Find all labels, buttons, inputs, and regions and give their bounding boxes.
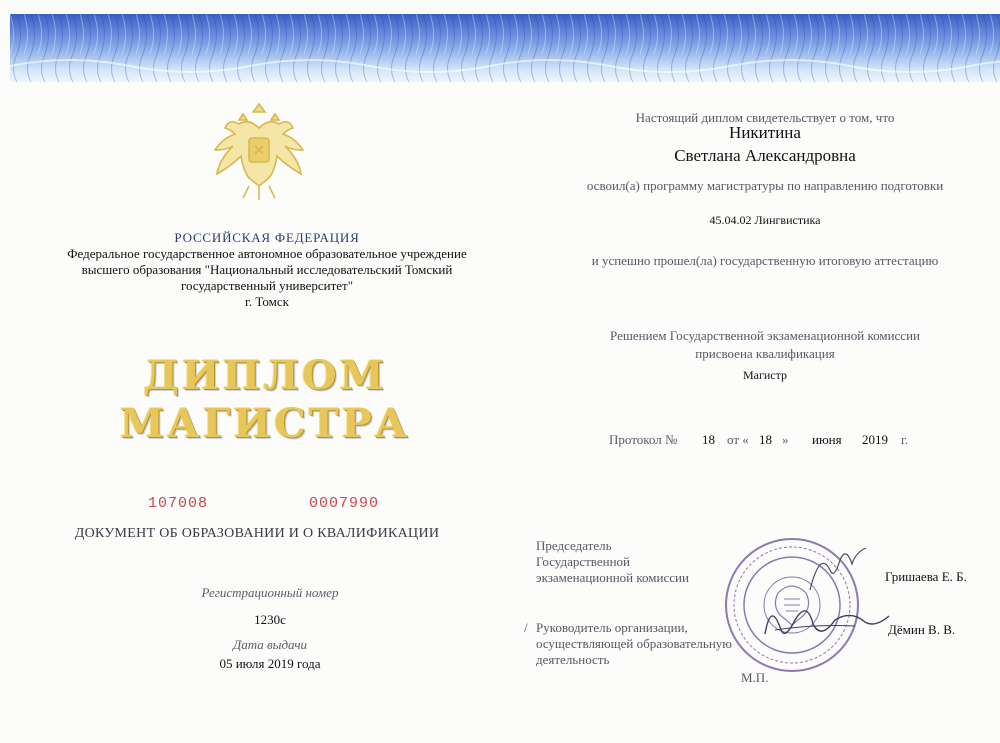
- decision-line-1: Решением Государственной экзаменационной комиссии: [610, 328, 920, 343]
- chair-line-3: экзаменационной комиссии: [536, 570, 689, 585]
- chair-line-2: Государственной: [536, 554, 631, 569]
- head-name: Дёмин В. В.: [888, 622, 956, 637]
- diploma-title-line-2: МАГИСТРА: [119, 400, 411, 447]
- issue-date-label: Дата выдачи: [232, 637, 308, 652]
- program-statement: освоил(а) программу магистратуры по направлению подготовки: [586, 178, 944, 193]
- issue-date-value: 05 июля 2019 года: [219, 656, 321, 671]
- stamp-place-label: М.П.: [741, 670, 769, 685]
- head-line-3: деятельность: [536, 652, 610, 667]
- country-heading: РОССИЙСКАЯ ФЕДЕРАЦИЯ: [174, 230, 360, 245]
- decorative-border-band: [10, 14, 1000, 82]
- protocol-from-label: от «: [727, 432, 749, 447]
- institution-line-1: Федеральное государственное автономное образовательное учреждение: [67, 246, 467, 261]
- protocol-label: Протокол №: [609, 432, 678, 447]
- head-signature-icon: [755, 590, 895, 650]
- head-title: [536, 620, 732, 668]
- document-type: ДОКУМЕНТ ОБ ОБРАЗОВАНИИ И О КВАЛИФИКАЦИИ: [74, 526, 440, 541]
- slash-mark: /: [524, 620, 528, 635]
- serial-number: 0007990: [309, 495, 380, 512]
- double-headed-eagle-emblem-icon: [203, 94, 315, 206]
- protocol-year-suffix: г.: [901, 432, 909, 447]
- program-name: 45.04.02 Лингвистика: [709, 213, 821, 227]
- institution-name: [40, 246, 494, 294]
- chair-title: [536, 538, 689, 586]
- graduate-given-names: Светлана Александровна: [674, 146, 856, 165]
- head-line-2: осуществляющей образовательную: [536, 636, 732, 651]
- protocol-number: 18: [702, 432, 715, 447]
- registration-value: 1230с: [254, 612, 286, 627]
- institution-line-2: высшего образования "Национальный исследовательский Томский: [81, 262, 453, 277]
- protocol-year: 2019: [862, 432, 888, 447]
- head-line-1: Руководитель организации,: [536, 620, 688, 635]
- city: г. Томск: [245, 294, 289, 309]
- diploma-title-line-1: ДИПЛОМ: [143, 352, 387, 399]
- intro-text: Настоящий диплом свидетельствует о том, что: [635, 110, 895, 125]
- registration-label: Регистрационный номер: [201, 585, 339, 600]
- institution-line-3: государственный университет": [180, 278, 354, 293]
- serial-series: 107008: [148, 495, 209, 512]
- protocol-day: 18: [759, 432, 772, 447]
- qualification: Магистр: [742, 368, 788, 382]
- chair-line-1: Председатель: [536, 538, 612, 553]
- attestation-statement: и успешно прошел(ла) государственную итоговую аттестацию: [591, 253, 939, 268]
- protocol-close-quote: »: [782, 432, 789, 447]
- protocol-month: июня: [812, 432, 842, 447]
- graduate-surname: Никитина: [729, 123, 801, 142]
- decision-line-2: присвоена квалификация: [695, 346, 835, 361]
- chair-name: Гришаева Е. Б.: [885, 569, 967, 584]
